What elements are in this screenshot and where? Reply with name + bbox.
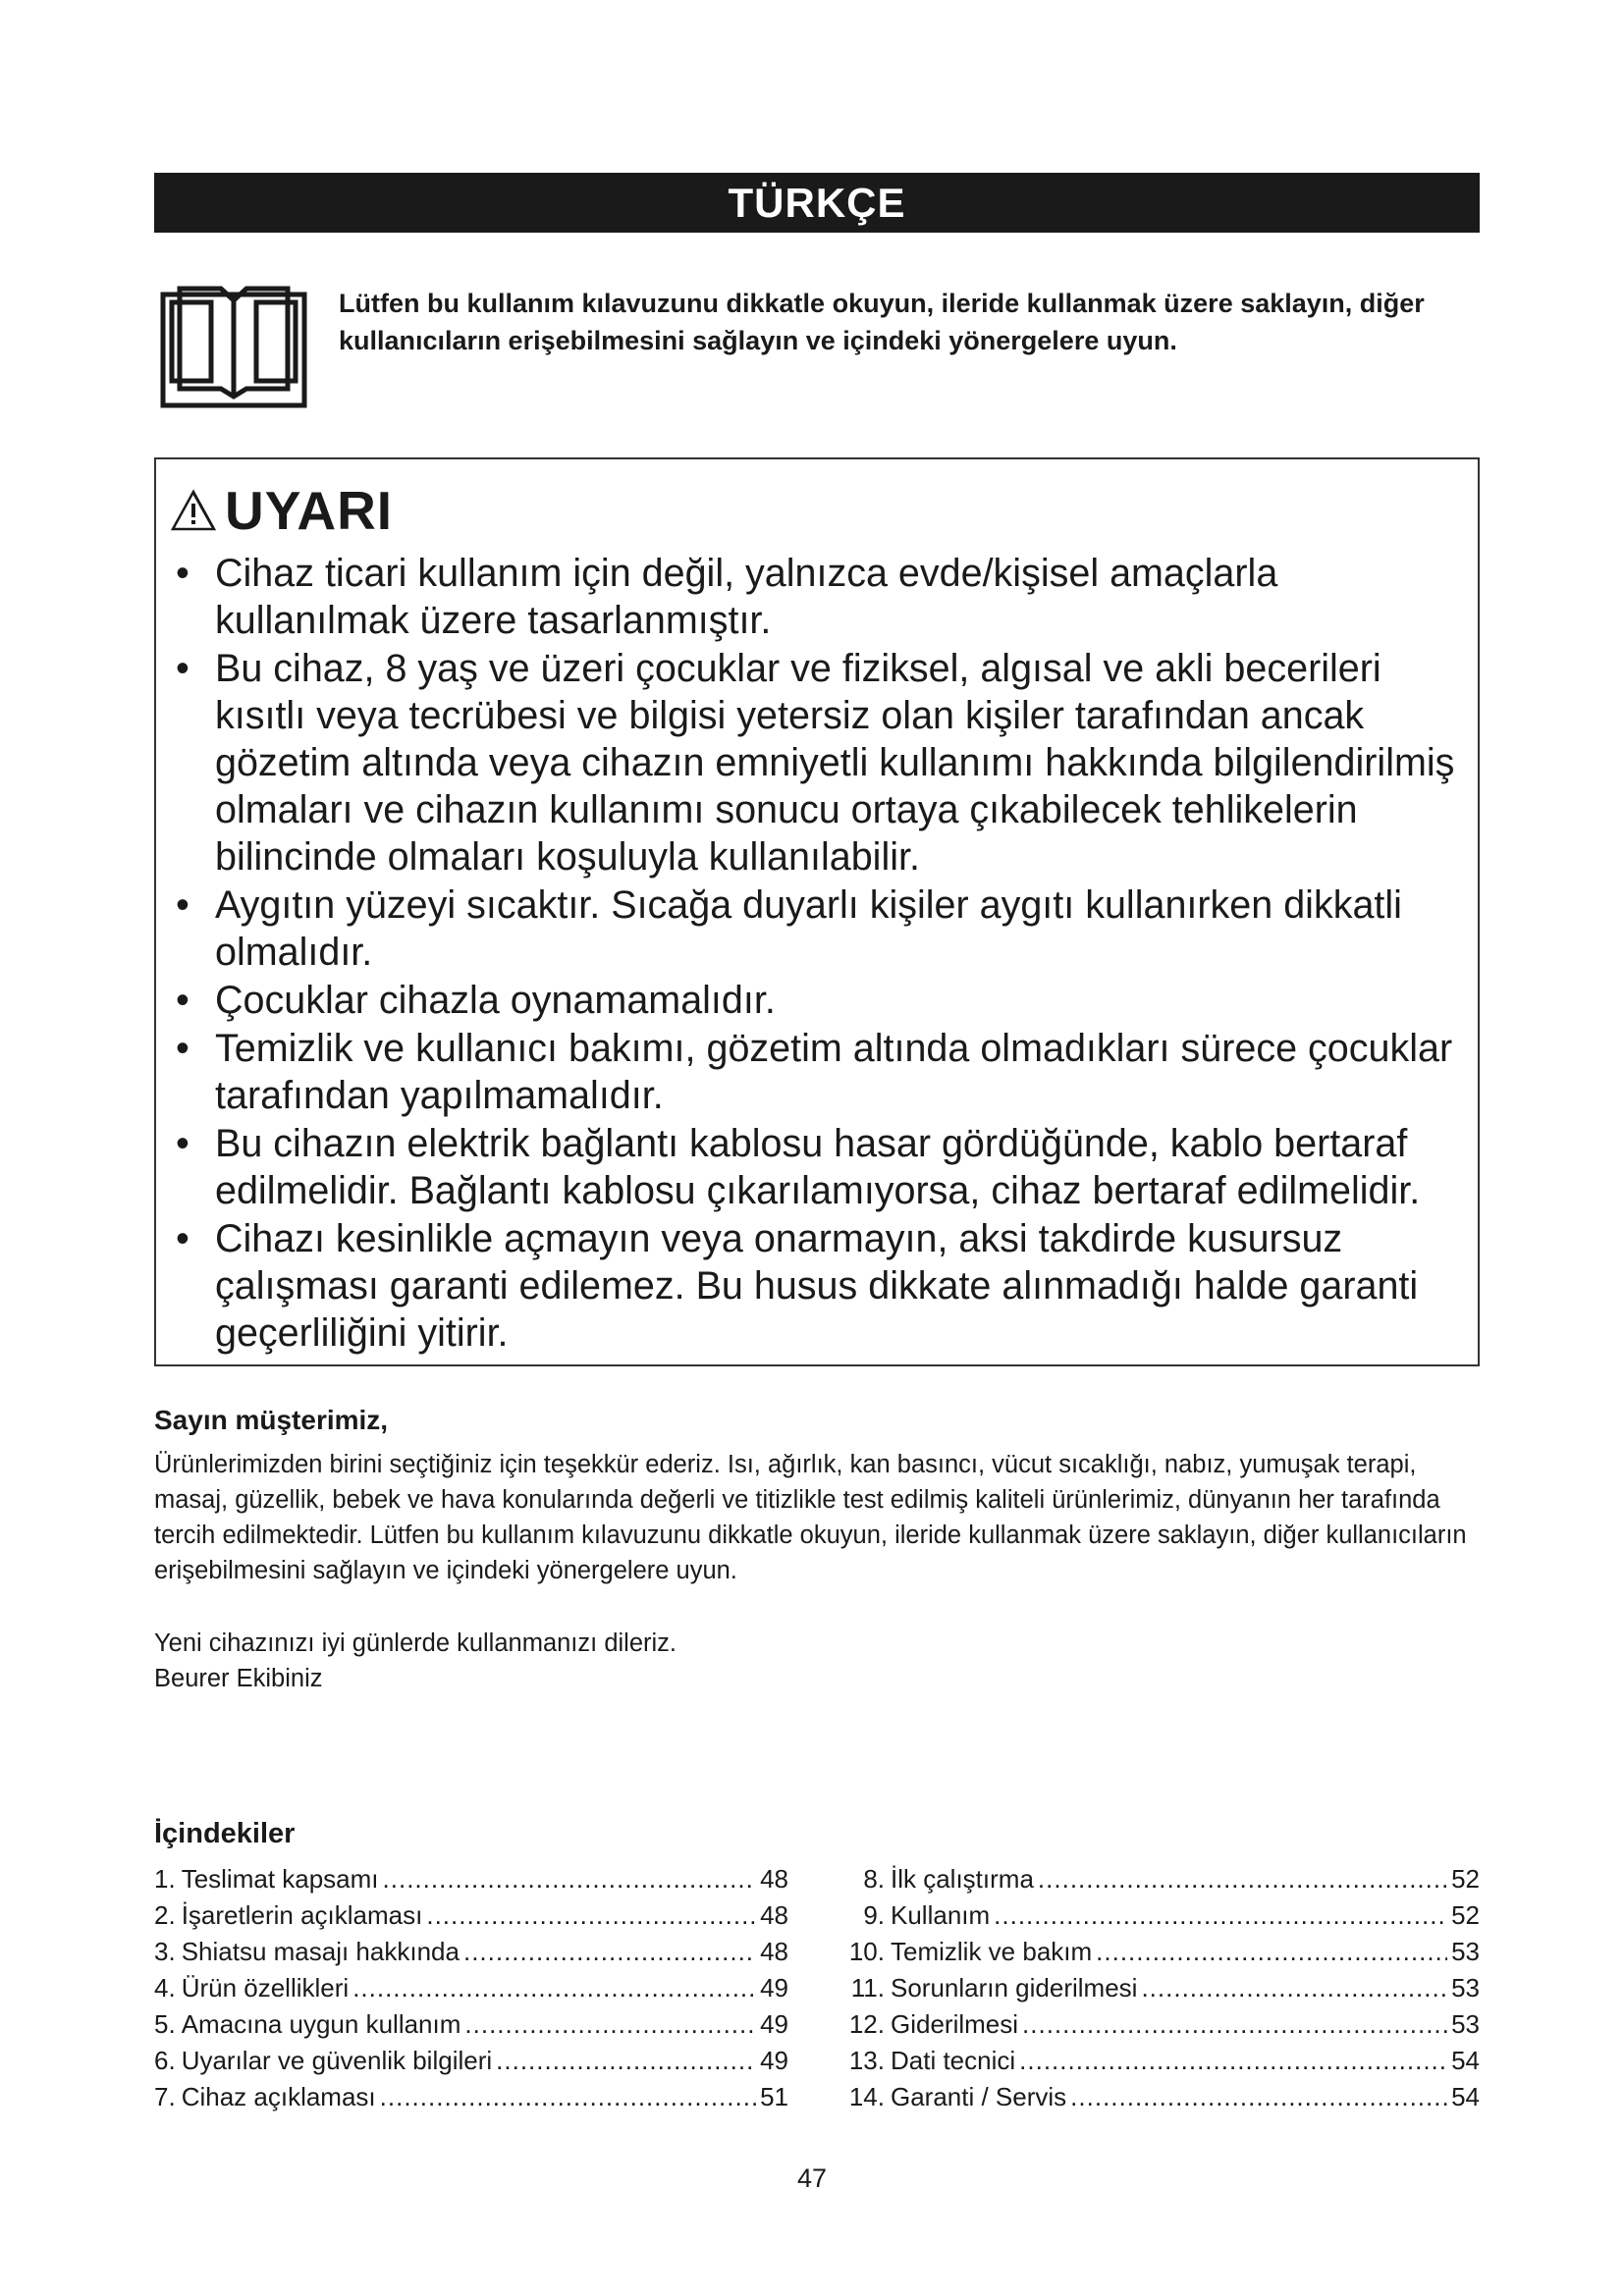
closing: [154, 1626, 677, 1696]
bullet: •: [176, 979, 189, 1022]
toc-label: Shiatsu masajı hakkında: [181, 1937, 460, 1966]
intro-section: [160, 279, 1486, 408]
bullet: •: [176, 1027, 189, 1070]
toc-number: 3.: [154, 1937, 176, 1966]
toc-leader: [464, 2006, 756, 2043]
toc-label: Amacına uygun kullanım: [181, 2009, 461, 2039]
toc-column-right: [838, 1861, 1480, 2115]
toc-page: 49: [760, 2046, 788, 2075]
toc-label: Cihaz açıklaması: [181, 2082, 376, 2111]
toc-number: 7.: [154, 2082, 176, 2111]
toc-page: 53: [1451, 1937, 1480, 1966]
toc-leader: [994, 1897, 1447, 1934]
warning-item-text: Bu cihazın elektrik bağlantı kablosu hasar gördüğünde, kablo bertaraf edilmelidir. Bağlantı kablosu çıkarılamıyorsa, cihaz bertaraf edilmelidir.: [215, 1122, 1421, 1212]
toc-leader: [1096, 1934, 1447, 1970]
warning-item: [172, 1025, 1468, 1119]
bullet: •: [176, 552, 189, 595]
toc-title: İçindekiler: [154, 1818, 296, 1849]
toc-item: [154, 2043, 788, 2079]
toc-page: 48: [760, 1900, 788, 1930]
toc-number: 1.: [154, 1864, 176, 1894]
toc-item: [838, 2006, 1480, 2043]
toc-label: Uyarılar ve güvenlik bilgileri: [181, 2046, 493, 2075]
toc-leader: [426, 1897, 756, 1934]
toc-column-left: [154, 1861, 788, 2115]
toc-label: Garanti / Servis: [891, 2082, 1067, 2111]
toc-item: [838, 1934, 1480, 1970]
toc-page: 52: [1451, 1864, 1480, 1894]
toc-number: 12.: [848, 2009, 885, 2039]
toc-leader: [496, 2043, 756, 2079]
bullet: •: [176, 1217, 189, 1260]
toc-number: 11.: [850, 1973, 885, 2002]
intro-paragraph: Ürünlerimizden birini seçtiğiniz için teşekkür ederiz. Isı, ağırlık, kan basıncı, vücut sıcaklığı, nabız, yumuşak terapi, masaj, güzellik, bebek ve hava konularında değerli ve titizlikle test edilmiş kaliteli ürünlerimiz, dünyanın her tarafında tercih edilmektedir. Lütfen bu kullanım kılavuzunu dikkatle okuyun, ileride kullanmak üzere saklayın, diğer kullanıcıların erişebilmesini sağlayın ve içindeki yönergelere uyun.: [154, 1451, 1467, 1584]
toc-leader: [380, 2079, 756, 2115]
warning-item-text: Cihazı kesinlikle açmayın veya onarmayın, aksi takdirde kusursuz çalışması garanti edilemez. Bu husus dikkate alınmadığı halde garanti geçerliliğini yitirir.: [215, 1217, 1419, 1355]
toc-page: 48: [760, 1864, 788, 1894]
toc-leader: [1022, 2006, 1447, 2043]
greeting: Sayın müşterimiz,: [154, 1405, 389, 1435]
toc-item: [838, 2079, 1480, 2115]
warning-item: [172, 881, 1468, 976]
toc-leader: [1019, 2043, 1447, 2079]
toc-page: 54: [1451, 2082, 1480, 2111]
warning-item-text: Temizlik ve kullanıcı bakımı, gözetim altında olmadıkları sürece çocuklar tarafından yapılmamalıdır.: [215, 1027, 1453, 1117]
toc-number: 8.: [863, 1864, 885, 1894]
toc-item: [154, 1861, 788, 1897]
toc-page: 51: [760, 2082, 788, 2111]
bullet: •: [176, 883, 189, 927]
warning-item-text: Cihaz ticari kullanım için değil, yalnızca evde/kişisel amaçlarla kullanılmak üzere tasarlanmıştır.: [215, 552, 1278, 642]
toc-leader: [383, 1861, 757, 1897]
toc-page: 52: [1451, 1900, 1480, 1930]
toc-number: 13.: [848, 2046, 885, 2075]
language-header: TÜRKÇE: [154, 173, 1480, 233]
toc-page: 49: [760, 1973, 788, 2002]
toc-number: 2.: [154, 1900, 176, 1930]
toc-label: İlk çalıştırma: [891, 1864, 1034, 1894]
signature: Beurer Ekibiniz: [154, 1665, 323, 1692]
warning-item: [172, 977, 1468, 1024]
toc-label: İşaretlerin açıklaması: [181, 1900, 423, 1930]
toc-item: [154, 2079, 788, 2115]
warning-item: [172, 550, 1468, 644]
toc-leader: [1070, 2079, 1447, 2115]
toc-item: [154, 1934, 788, 1970]
toc-label: Kullanım: [891, 1900, 991, 1930]
toc-label: Sorunların giderilmesi: [891, 1973, 1138, 2002]
toc-page: 49: [760, 2009, 788, 2039]
toc-number: 6.: [154, 2046, 176, 2075]
warning-triangle-icon: [170, 489, 217, 532]
toc-page: 53: [1451, 1973, 1480, 2002]
toc-leader: [352, 1970, 756, 2006]
intro-text: Lütfen bu kullanım kılavuzunu dikkatle okuyun, ileride kullanmak üzere saklayın, diğer kullanıcıların erişebilmesini sağlayın ve içindeki yönergelere uyun.: [339, 289, 1425, 355]
warning-item-text: Bu cihaz, 8 yaş ve üzeri çocuklar ve fiziksel, algısal ve akli becerileri kısıtlı veya tecrübesi ve bilgisi yetersiz olan kişiler tarafından ancak gözetim altında veya cihazın emniyetli kullanımı hakkında bilgilendirilmiş olmaları ve cihazın kullanımı sonucu ortaya çıkabilecek tehlikelerin bilincinde olmaları koşuluyla kullanılabilir.: [215, 647, 1455, 879]
toc-item: [838, 1897, 1480, 1934]
open-book-icon: [160, 281, 307, 408]
toc-label: Temizlik ve bakım: [891, 1937, 1093, 1966]
toc-page: 48: [760, 1937, 788, 1966]
toc-leader: [1141, 1970, 1447, 2006]
page-number: 47: [796, 2163, 828, 2193]
warning-box: [154, 457, 1480, 1366]
warning-heading: UYARI: [225, 480, 394, 541]
warning-item-text: Çocuklar cihazla oynamamalıdır.: [215, 979, 776, 1022]
bullet: •: [176, 647, 189, 690]
warning-item: [172, 645, 1468, 881]
toc-leader: [1038, 1861, 1447, 1897]
warning-list: [172, 550, 1468, 1358]
warning-item-text: Aygıtın yüzeyi sıcaktır. Sıcağa duyarlı kişiler aygıtı kullanırken dikkatli olmalıdır.: [215, 883, 1402, 974]
toc-label: Teslimat kapsamı: [181, 1864, 379, 1894]
toc-item: [154, 1970, 788, 2006]
toc-number: 9.: [863, 1900, 885, 1930]
toc-number: 14.: [848, 2082, 885, 2111]
toc-leader: [463, 1934, 756, 1970]
toc-number: 4.: [154, 1973, 176, 2002]
bullet: •: [176, 1122, 189, 1165]
toc-item: [838, 2043, 1480, 2079]
closing-line: Yeni cihazınızı iyi günlerde kullanmanızı dileriz.: [154, 1629, 677, 1657]
warning-title: [170, 479, 393, 542]
toc-item: [154, 2006, 788, 2043]
toc-number: 10.: [848, 1937, 885, 1966]
toc-item: [154, 1897, 788, 1934]
toc-item: [838, 1861, 1480, 1897]
toc-label: Dati tecnici: [891, 2046, 1016, 2075]
toc-label: Giderilmesi: [891, 2009, 1019, 2039]
toc-number: 5.: [154, 2009, 176, 2039]
warning-item: [172, 1215, 1468, 1357]
warning-item: [172, 1120, 1468, 1214]
toc-page: 53: [1451, 2009, 1480, 2039]
toc-label: Ürün özellikleri: [181, 1973, 350, 2002]
toc-page: 54: [1451, 2046, 1480, 2075]
toc-item: [838, 1970, 1480, 2006]
